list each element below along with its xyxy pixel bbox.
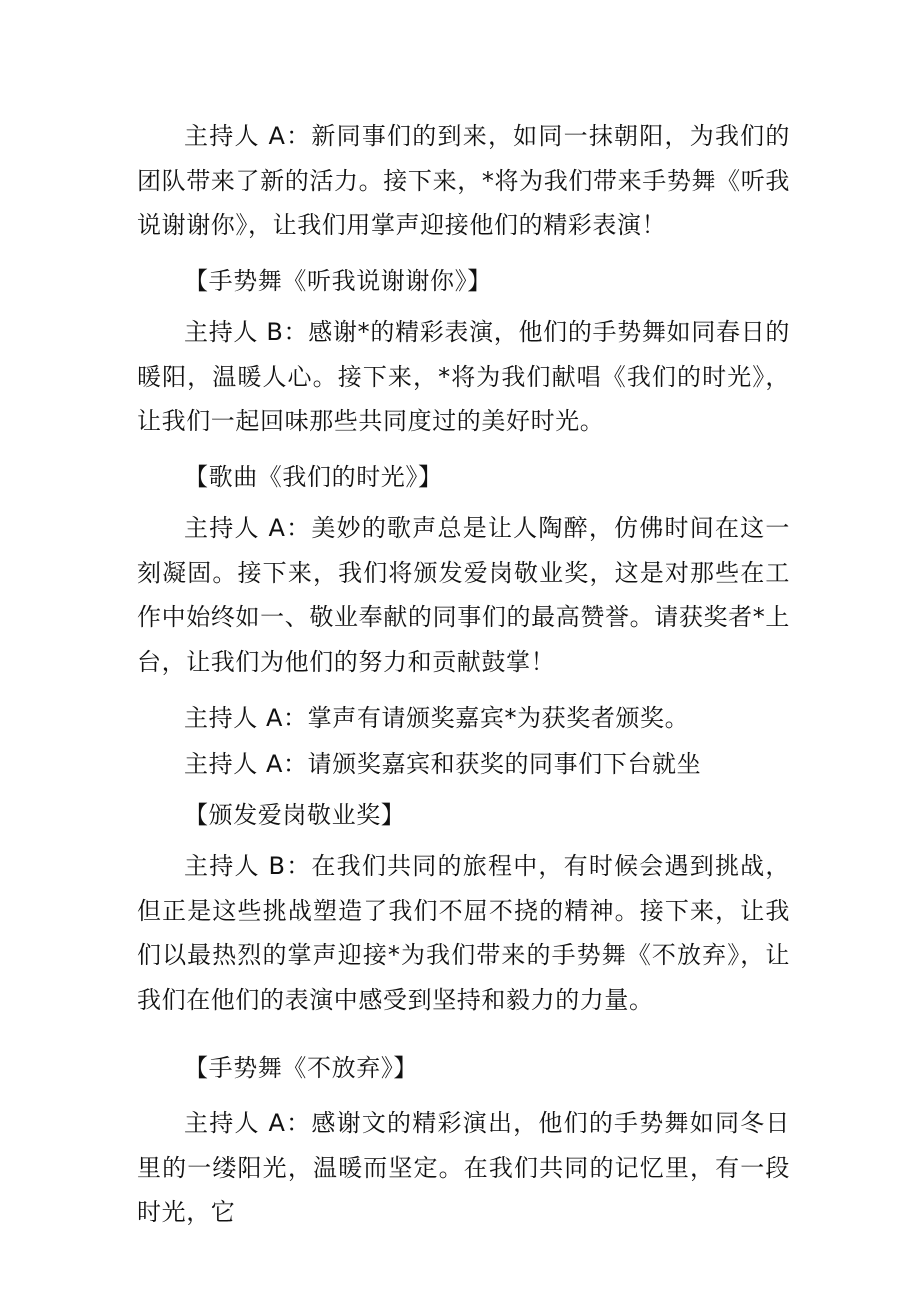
program-title-our-time-song: 【歌曲《我们的时光》】 [184, 463, 443, 491]
program-title-never-give-up: 【手势舞《不放弃》】 [184, 1054, 418, 1082]
host-a-presenter-line: 主持人 A：掌声有请颁奖嘉宾*为获奖者颁奖。 [184, 704, 690, 732]
program-title-award: 【颁发爱岗敬业奖】 [184, 801, 406, 829]
host-a-closing-paragraph: 主持人 A：感谢文的精彩演出，他们的手势舞如同冬日里的一缕阳光，温暖而坚定。在我们共同的记忆里，有一段时光，它 [137, 1109, 790, 1226]
host-b-challenge-paragraph: 主持人 B：在我们共同的旅程中，有时候会遇到挑战，但正是这些挑战塑造了我们不屈不挠的精神。接下来，让我们以最热烈的掌声迎接*为我们带来的手势舞《不放弃》，让我们在他们的表演中感受到坚持和毅力的力量。 [137, 852, 790, 1014]
host-a-seat-line: 主持人 A：请颁奖嘉宾和获奖的同事们下台就坐 [184, 750, 702, 778]
host-a-intro-paragraph: 主持人 A：新同事们的到来，如同一抹朝阳，为我们的团队带来了新的活力。接下来，*将为我们带来手势舞《听我说谢谢你》，让我们用掌声迎接他们的精彩表演！ [137, 122, 790, 239]
program-title-thank-you-dance: 【手势舞《听我说谢谢你》】 [184, 267, 492, 295]
host-b-thanks-paragraph: 主持人 B：感谢*的精彩表演，他们的手势舞如同春日的暖阳，温暖人心。接下来，*将为我们献唱《我们的时光》，让我们一起回味那些共同度过的美好时光。 [137, 318, 790, 435]
host-a-award-paragraph: 主持人 A：美妙的歌声总是让人陶醉，仿佛时间在这一刻凝固。接下来，我们将颁发爱岗敬业奖，这是对那些在工作中始终如一、敬业奉献的同事们的最高赞誉。请获奖者*上台，让我们为他们的努力和贡献鼓掌！ [137, 514, 790, 676]
